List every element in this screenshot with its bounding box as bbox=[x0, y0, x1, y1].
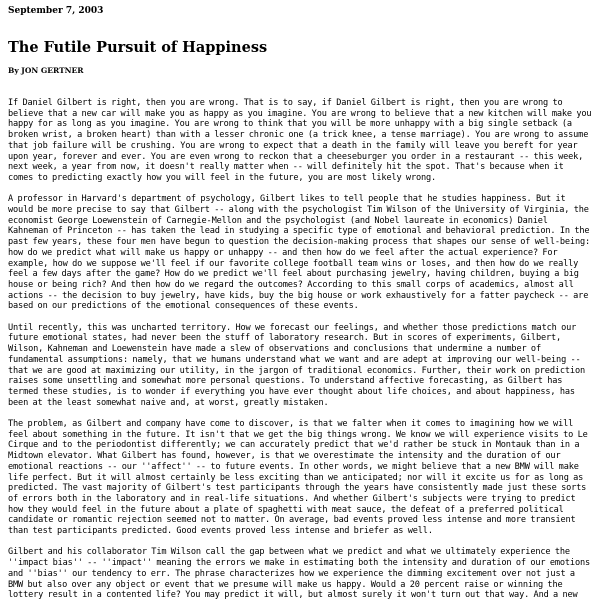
article-date: September 7, 2003 bbox=[8, 6, 104, 16]
article-paragraph: If Daniel Gilbert is right, then you are wrong. That is to say, if Daniel Gilbert is right, then you are wrong to believe that a new car will make you as happy as you imagine. You are wrong to believe that a new kitchen will make you happy for as long as you imagine. You are wrong to think that you will be more unhappy with a big single setback (a broken wrist, a broken heart) than with a lesser chronic one (a trick knee, a tense marriage). You are wrong to assume that job failure will be crushing. You are wrong to expect that a death in the family will leave you bereft for year upon year, forever and ever. You are even wrong to reckon that a cheeseburger you order in a restaurant -- this week, next week, a year from now, it doesn't really matter when -- will definitely hit the spot. That's because when it comes to predicting exactly how you will feel in the future, you are most likely wrong. bbox=[8, 98, 592, 183]
article-paragraph: A professor in Harvard's department of psychology, Gilbert likes to tell people that he studies happiness. But it would be more precise to say that Gilbert -- along with the psychologist Tim Wilson of the University of Virginia, the economist George Loewenstein of Carnegie-Mellon and the psychologist (and Nobel laureate in economics) Daniel Kahneman of Princeton -- has taken the lead in studying a specific type of emotional and behavioral prediction. In the past few years, these four men have begun to question the decision-making process that shapes our sense of well-being: how do we predict what will make us happy or unhappy -- and then how do we feel after the actual experience? For example, how do we suppose we'll feel if our favorite college football team wins or loses, and then how do we really feel a few days after the game? How do we predict we'll feel about purchasing jewelry, having children, buying a big house or being rich? And then how do we regard the outcomes? According to this small corps of academics, almost all actions -- the decision to buy jewelry, have kids, buy the big house or work exhaustively for a fatter paycheck -- are based on our predictions of the emotional consequences of these events. bbox=[8, 194, 591, 312]
article-paragraph: The problem, as Gilbert and company have come to discover, is that we falter when it comes to imagining how we will feel about something in the future. It isn't that we get the big things wrong. We know we will experience visits to Le Cirque and to the periodontist differently; we can accurately predict that we'd rather be stuck in Montauk than in a Midtown elevator. What Gilbert has found, however, is that we overestimate the intensity and the duration of our emotional reactions -- our ''affect'' -- to future events. In other words, we might believe that a new BMW will make life perfect. But it will almost certainly be less exciting than we anticipated; nor will it excite us for as long as predicted. The vast majority of Gilbert's test participants through the years have consistently made just these sorts of errors both in the laboratory and in real-life situations. And whether Gilbert's subjects were trying to predict how they would feel in the future about a plate of spaghetti with meat sauce, the defeat of a preferred political candidate or romantic rejection seemed not to matter. On average, bad events proved less intense and more transient than test participants predicted. Good events proved less intense and briefer as well. bbox=[8, 419, 588, 537]
article-byline: By JON GERTNER bbox=[8, 66, 84, 75]
article-paragraph: Gilbert and his collaborator Tim Wilson call the gap between what we predict and what we ultimately experience the ''impact bias'' -- ''impact'' meaning the errors we make in estimating both the intensity and duration of our emotions and ''bias'' our tendency to err. The phrase characterizes how we experience the dimming excitement over not just a BMW but also over any object or event that we presume will make us happy. Would a 20 percent raise or winning the lottery result in a contented life? You may predict it will, but almost surely it won't turn out that way. And a new bbox=[8, 547, 591, 600]
article-paragraph: Until recently, this was uncharted territory. How we forecast our feelings, and whether those predictions match our future emotional states, had never been the stuff of laboratory research. But in scores of experiments, Gilbert, Wilson, Kahneman and Loewenstein have made a slew of observations and conclusions that undermine a number of fundamental assumptions: namely, that we humans understand what we want and are adept at improving our well-being -- that we are good at maximizing our utility, in the jargon of traditional economics. Further, their work on prediction raises some unsettling and somewhat more personal questions. To understand affective forecasting, as Gilbert has termed these studies, is to wonder if everything you have ever thought about life choices, and about happiness, has been at the least somewhat naive and, at worst, greatly mistaken. bbox=[8, 322, 585, 408]
article-body bbox=[8, 98, 592, 600]
article-title: The Futile Pursuit of Happiness bbox=[8, 39, 268, 56]
